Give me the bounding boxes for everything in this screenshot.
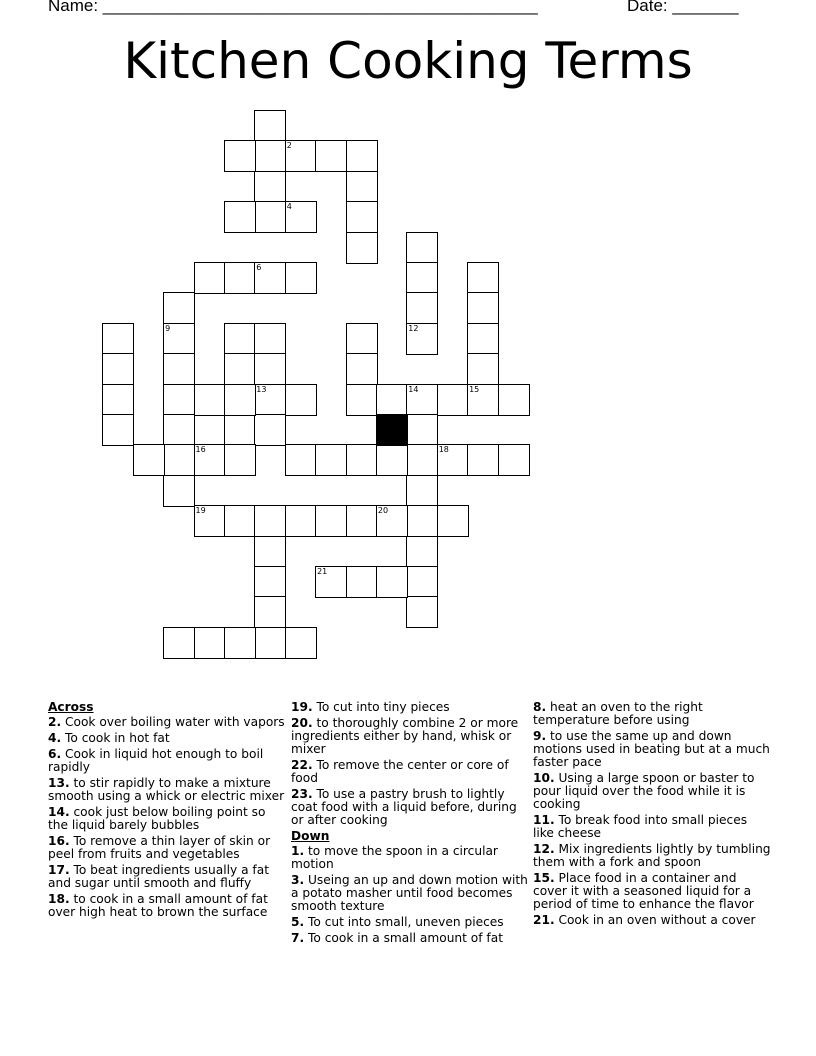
grid-cell[interactable] xyxy=(163,444,195,476)
clue-item xyxy=(291,932,529,945)
grid-cell[interactable] xyxy=(224,414,256,446)
clue-item xyxy=(48,748,286,774)
grid-cell[interactable] xyxy=(224,353,256,385)
grid-cell[interactable] xyxy=(498,444,530,476)
clue-num: 19. xyxy=(291,700,313,714)
grid-cell[interactable] xyxy=(406,444,438,476)
clue-item xyxy=(533,872,771,911)
clue-num: 21. xyxy=(533,913,555,927)
clue-num: 11. xyxy=(533,813,555,827)
grid-cell[interactable] xyxy=(467,262,499,294)
grid-cell[interactable] xyxy=(346,140,378,172)
clue-number: 14 xyxy=(408,384,419,394)
grid-cell[interactable] xyxy=(467,444,499,476)
grid-cell[interactable] xyxy=(346,505,378,537)
clue-num: 23. xyxy=(291,787,313,801)
clue-text: To cut into small, uneven pieces xyxy=(308,915,504,929)
clue-num: 13. xyxy=(48,776,70,790)
grid-cell[interactable] xyxy=(406,536,438,568)
clue-text: To remove a thin layer of skin or peel from fruits and vegetables xyxy=(48,834,271,861)
grid-cell[interactable] xyxy=(376,384,408,416)
clue-item xyxy=(291,717,529,756)
grid-cell[interactable] xyxy=(437,384,469,416)
grid-cell[interactable] xyxy=(102,414,134,446)
date-field: Date: _______ xyxy=(627,0,739,15)
grid-cell[interactable] xyxy=(346,353,378,385)
grid-cell[interactable] xyxy=(406,292,438,324)
grid-cell[interactable] xyxy=(163,292,195,324)
grid-cell[interactable] xyxy=(285,262,317,294)
clue-text: To beat ingredients usually a fat and sugar until smooth and fluffy xyxy=(48,863,269,890)
grid-cell[interactable] xyxy=(467,384,499,416)
grid-cell[interactable] xyxy=(163,627,195,659)
grid-cell[interactable] xyxy=(406,566,438,598)
grid-cell[interactable] xyxy=(467,292,499,324)
clue-num: 15. xyxy=(533,871,555,885)
grid-cell[interactable] xyxy=(163,353,195,385)
clue-num: 17. xyxy=(48,863,70,877)
clue-item xyxy=(533,814,771,840)
grid-cell[interactable] xyxy=(194,262,226,294)
clue-item xyxy=(48,777,286,803)
clue-text: cook just below boiling point so the liquid barely bubbles xyxy=(48,805,266,832)
grid-cell[interactable] xyxy=(467,353,499,385)
grid-cell[interactable] xyxy=(285,627,317,659)
clue-num: 16. xyxy=(48,834,70,848)
grid-cell[interactable] xyxy=(224,627,256,659)
clue-text: Mix ingredients lightly by tumbling them with a fork and spoon xyxy=(533,842,771,869)
grid-cell[interactable] xyxy=(254,596,286,628)
clue-num: 1. xyxy=(291,844,305,858)
clue-number: 4 xyxy=(286,202,292,212)
grid-cell[interactable] xyxy=(467,323,499,355)
grid-cell[interactable] xyxy=(254,262,286,294)
grid-cell[interactable] xyxy=(254,201,286,233)
grid-cell[interactable] xyxy=(102,384,134,416)
grid-cell[interactable] xyxy=(346,201,378,233)
clue-item xyxy=(291,759,529,785)
clue-number: 6 xyxy=(256,263,262,272)
clue-num: 2. xyxy=(48,715,62,729)
clue-text: To use a pastry brush to lightly coat food with a liquid before, during or after cooking xyxy=(291,787,517,827)
clue-text: To cut into tiny pieces xyxy=(316,700,450,714)
grid-cell[interactable] xyxy=(406,262,438,294)
clue-text: to use the same up and down motions used in beating but at a much faster pace xyxy=(533,729,770,769)
clue-num: 9. xyxy=(533,729,547,743)
clue-num: 18. xyxy=(48,892,70,906)
clue-num: 22. xyxy=(291,758,313,772)
grid-cell[interactable] xyxy=(102,323,134,355)
clue-text: Place food in a container and cover it with a seasoned liquid for a period of time to enhance the flavor xyxy=(533,871,754,911)
clue-number: 21 xyxy=(317,567,328,576)
grid-cell[interactable] xyxy=(346,323,378,355)
grid-cell[interactable] xyxy=(437,505,469,537)
grid-cell[interactable] xyxy=(376,566,408,598)
clue-number: 15 xyxy=(469,384,480,394)
grid-cell[interactable] xyxy=(194,444,226,476)
clue-item xyxy=(48,893,286,919)
clue-item xyxy=(48,806,286,832)
grid-cell[interactable] xyxy=(406,596,438,628)
clue-text: to thoroughly combine 2 or more ingredients either by hand, whisk or mixer xyxy=(291,716,519,756)
clue-number: 13 xyxy=(256,384,267,394)
clue-number: 16 xyxy=(195,445,206,455)
grid-cell[interactable] xyxy=(406,323,438,355)
grid-cell[interactable] xyxy=(224,384,256,416)
grid-cell[interactable] xyxy=(406,384,438,416)
grid-cell[interactable] xyxy=(224,262,256,294)
clues-column-3 xyxy=(533,701,771,930)
grid-cell[interactable] xyxy=(254,353,286,385)
grid-cell[interactable] xyxy=(163,414,195,446)
down-heading: Down xyxy=(291,829,330,843)
grid-cell[interactable] xyxy=(376,505,408,537)
grid-cell[interactable] xyxy=(285,140,317,172)
grid-cell[interactable] xyxy=(376,444,408,476)
clue-item xyxy=(533,914,771,927)
grid-cell[interactable] xyxy=(346,171,378,203)
grid-cell[interactable] xyxy=(254,566,286,598)
grid-cell[interactable] xyxy=(346,384,378,416)
clue-item xyxy=(291,874,529,913)
clue-num: 8. xyxy=(533,700,547,714)
clue-item xyxy=(533,730,771,769)
clue-item xyxy=(48,835,286,861)
grid-cell[interactable] xyxy=(224,323,256,355)
clue-number: 20 xyxy=(377,506,389,516)
clue-text: To cook in hot fat xyxy=(65,731,170,745)
grid-cell[interactable] xyxy=(406,414,438,446)
clue-item xyxy=(533,701,771,727)
grid-cell[interactable] xyxy=(498,384,530,416)
grid-cell[interactable] xyxy=(254,171,286,203)
clue-number: 18 xyxy=(438,445,449,455)
across-heading: Across xyxy=(48,700,94,714)
clue-text: Cook in an oven without a cover xyxy=(558,913,756,927)
clue-item xyxy=(48,864,286,890)
grid-cell[interactable] xyxy=(163,475,195,507)
clues-column-1 xyxy=(48,701,286,922)
grid-cell[interactable] xyxy=(346,232,378,264)
grid-cell[interactable] xyxy=(315,444,347,476)
clue-item xyxy=(533,843,771,869)
grid-cell[interactable] xyxy=(102,353,134,385)
grid-cell[interactable] xyxy=(224,140,256,172)
page-title: Kitchen Cooking Terms xyxy=(123,32,693,90)
grid-cell[interactable] xyxy=(194,505,226,537)
clue-num: 12. xyxy=(533,842,555,856)
clue-item xyxy=(291,788,529,827)
clue-num: 10. xyxy=(533,771,555,785)
grid-cell[interactable] xyxy=(254,414,286,446)
grid-cell[interactable] xyxy=(406,475,438,507)
clue-num: 6. xyxy=(48,747,62,761)
clue-text: To cook in a small amount of fat xyxy=(308,931,503,945)
clue-text: Useing an up and down motion with a potato masher until food becomes smooth texture xyxy=(291,873,528,913)
grid-cell[interactable] xyxy=(254,536,286,568)
grid-cell[interactable] xyxy=(285,505,317,537)
clue-text: To remove the center or core of food xyxy=(291,758,509,785)
clue-text: Using a large spoon or baster to pour liquid over the food while it is cooking xyxy=(533,771,755,811)
clue-item xyxy=(291,916,529,929)
grid-cell[interactable] xyxy=(224,444,256,476)
grid-cell[interactable] xyxy=(315,140,347,172)
grid-cell[interactable] xyxy=(254,505,286,537)
grid-cell[interactable] xyxy=(254,627,286,659)
clue-text: To break food into small pieces like cheese xyxy=(533,813,748,840)
clue-text: Cook in liquid hot enough to boil rapidly xyxy=(48,747,264,774)
grid-cell[interactable] xyxy=(254,110,286,142)
clue-item xyxy=(48,716,286,729)
clue-num: 5. xyxy=(291,915,305,929)
grid-cell[interactable] xyxy=(224,201,256,233)
clue-num: 20. xyxy=(291,716,313,730)
grid-cell[interactable] xyxy=(285,384,317,416)
clue-text: heat an oven to the right temperature before using xyxy=(533,700,703,727)
grid-cell[interactable] xyxy=(163,323,195,355)
clue-item xyxy=(291,845,529,871)
grid-cell[interactable] xyxy=(406,232,438,264)
clue-number: 12 xyxy=(408,323,419,333)
grid-cell[interactable] xyxy=(254,384,286,416)
clue-num: 3. xyxy=(291,873,305,887)
grid-cell[interactable] xyxy=(315,566,347,598)
clue-number: 2 xyxy=(286,141,292,151)
grid-cell[interactable] xyxy=(254,323,286,355)
grid-cell[interactable] xyxy=(254,140,286,172)
clue-item xyxy=(291,701,529,714)
black-square xyxy=(376,414,408,446)
clue-text: to move the spoon in a circular motion xyxy=(291,844,498,871)
grid-cell[interactable] xyxy=(133,444,165,476)
grid-cell[interactable] xyxy=(346,566,378,598)
clue-number: 19 xyxy=(195,506,206,516)
grid-cell[interactable] xyxy=(315,505,347,537)
clue-text: to cook in a small amount of fat over high heat to brown the surface xyxy=(48,892,268,919)
clue-number: 9 xyxy=(165,323,171,333)
clue-num: 7. xyxy=(291,931,305,945)
grid-cell[interactable] xyxy=(194,384,226,416)
grid-cell[interactable] xyxy=(163,384,195,416)
clue-num: 14. xyxy=(48,805,70,819)
grid-cell[interactable] xyxy=(285,201,317,233)
grid-cell[interactable] xyxy=(224,505,256,537)
grid-cell[interactable] xyxy=(285,444,317,476)
clues-column-2 xyxy=(291,701,529,948)
clue-item xyxy=(48,732,286,745)
clue-num: 4. xyxy=(48,731,62,745)
name-field: Name: ______________________________________________ xyxy=(48,0,538,15)
grid-cell[interactable] xyxy=(194,627,226,659)
grid-cell[interactable] xyxy=(406,505,438,537)
clue-item xyxy=(533,772,771,811)
clue-text: Cook over boiling water with vapors xyxy=(65,715,285,729)
clue-text: to stir rapidly to make a mixture smooth using a whick or electric mixer xyxy=(48,776,285,803)
grid-cell[interactable] xyxy=(437,444,469,476)
grid-cell[interactable] xyxy=(346,444,378,476)
